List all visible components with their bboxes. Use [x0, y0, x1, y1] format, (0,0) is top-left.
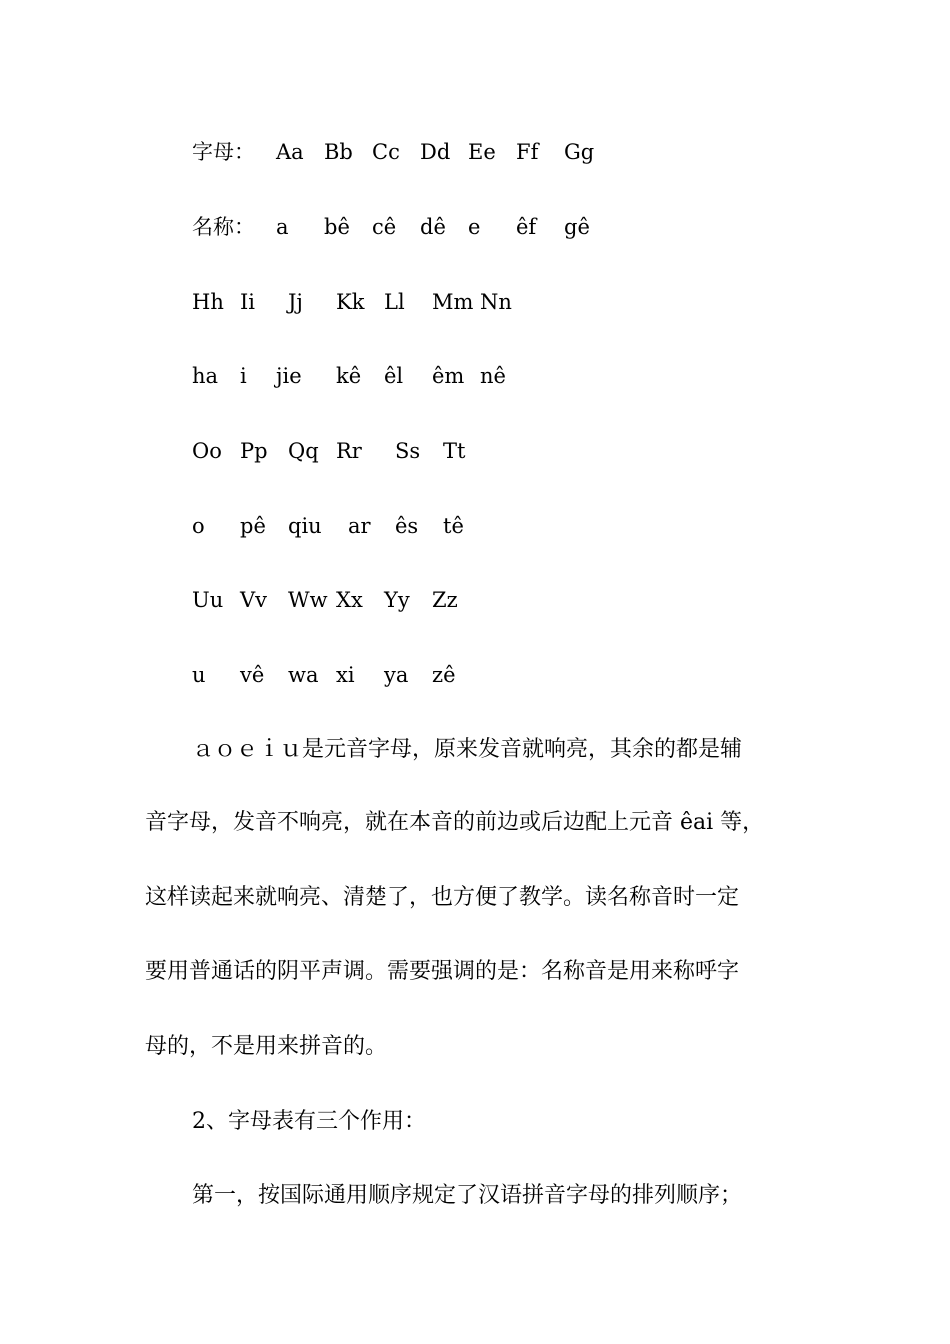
name-cell: nê	[480, 364, 506, 388]
name-cell: vê	[240, 663, 265, 687]
letter-cell: Gg	[564, 140, 595, 164]
name-cell: o	[192, 514, 205, 538]
letter-cell: Ii	[240, 290, 256, 314]
name-cell: dê	[420, 215, 446, 239]
alphabet-row-letters-2	[192, 287, 812, 317]
letter-cell: Ee	[468, 140, 496, 164]
letter-cell: Jj	[288, 290, 303, 314]
name-cell: êf	[516, 215, 537, 239]
letter-cell: Zz	[432, 588, 458, 612]
name-cell: ar	[348, 514, 371, 538]
letter-cell: Mm	[432, 290, 474, 314]
name-cell: kê	[336, 364, 362, 388]
name-cell: gê	[564, 215, 590, 239]
name-cell: wa	[288, 663, 319, 687]
letter-cell: Aa	[276, 140, 304, 164]
alphabet-row-names-2	[192, 361, 812, 391]
name-cell: tê	[443, 514, 464, 538]
letter-cell: Pp	[240, 439, 268, 463]
paragraph-line: 第一，按国际通用顺序规定了汉语拼音字母的排列顺序；	[192, 1183, 743, 1208]
alphabet-row-letters-3	[192, 436, 812, 466]
row-label-letters: 字母：	[192, 140, 255, 164]
letter-cell: Dd	[420, 140, 451, 164]
letter-cell: Nn	[480, 290, 512, 314]
letter-cell: Qq	[288, 439, 319, 463]
name-cell: qiu	[288, 514, 322, 538]
letter-cell: Bb	[324, 140, 353, 164]
name-cell: e	[468, 215, 481, 239]
alphabet-row-letters-4	[192, 585, 812, 615]
name-cell: êl	[384, 364, 404, 388]
letter-cell: Ff	[516, 140, 539, 164]
alphabet-row-names-3	[192, 511, 812, 541]
letter-cell: Tt	[443, 439, 466, 463]
name-cell: êm	[432, 364, 465, 388]
name-cell: zê	[432, 663, 456, 687]
paragraph-line: 母的，不是用来拼音的。	[145, 1034, 388, 1059]
alphabet-row-letters-1	[192, 137, 812, 167]
letter-cell: Vv	[240, 588, 268, 612]
name-cell: xi	[336, 663, 355, 687]
name-cell: ya	[384, 663, 409, 687]
name-cell: u	[192, 663, 206, 687]
letter-cell: Cc	[372, 140, 400, 164]
letter-cell: Yy	[384, 588, 410, 612]
letter-cell: Xx	[336, 588, 363, 612]
name-cell: ha	[192, 364, 219, 388]
paragraph-line: 要用普通话的阴平声调。需要强调的是：名称音是用来称呼字	[145, 959, 740, 984]
name-cell: pê	[240, 514, 266, 538]
letter-cell: Rr	[336, 439, 362, 463]
letter-cell: Ll	[384, 290, 405, 314]
row-label-names: 名称：	[192, 215, 255, 239]
name-cell: i	[240, 364, 247, 388]
paragraph-line: 2、字母表有三个作用：	[192, 1109, 426, 1134]
letter-cell: Kk	[336, 290, 365, 314]
name-cell: cê	[372, 215, 397, 239]
paragraph-line: ａｏｅｉｕ是元音字母，原来发音就响亮，其余的都是辅	[192, 737, 743, 762]
alphabet-row-names-1	[192, 212, 812, 242]
letter-cell: Uu	[192, 588, 224, 612]
alphabet-row-names-4	[192, 660, 812, 690]
name-cell: a	[276, 215, 289, 239]
name-cell: bê	[324, 215, 350, 239]
letter-cell: Ww	[288, 588, 328, 612]
paragraph-line: 音字母，发音不响亮，就在本音的前边或后边配上元音 êai 等，	[145, 810, 765, 835]
name-cell: jie	[276, 364, 302, 388]
letter-cell: Ss	[395, 439, 421, 463]
letter-cell: Oo	[192, 439, 222, 463]
name-cell: ês	[395, 514, 419, 538]
paragraph-line: 这样读起来就响亮、清楚了，也方便了教学。读名称音时一定	[145, 885, 740, 910]
letter-cell: Hh	[192, 290, 224, 314]
